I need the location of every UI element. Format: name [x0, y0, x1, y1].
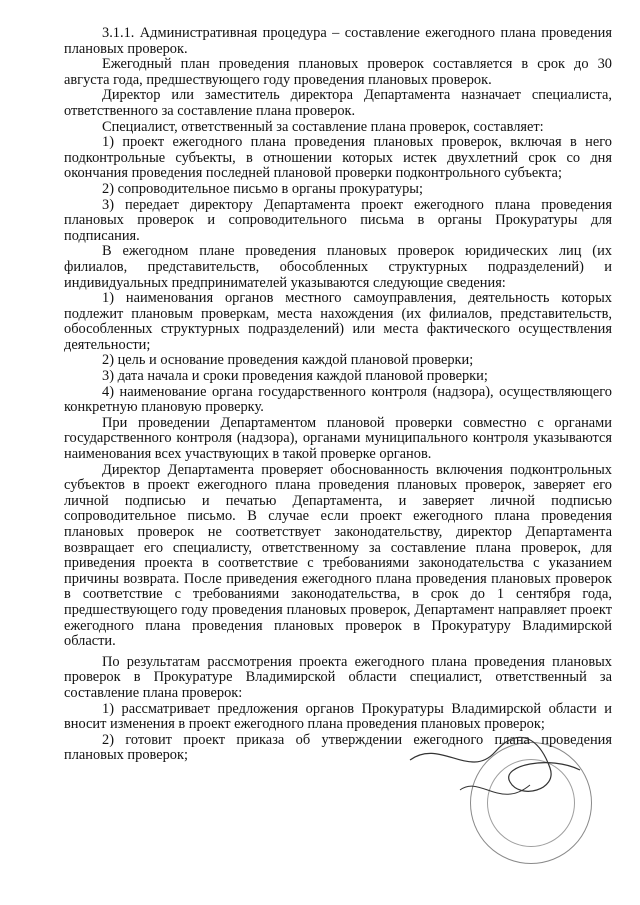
paragraph: 1) проект ежегодного плана проведения плановых проверок, включая в него подконтрольные субъекты, в отношении которых истек двухлетний срок со дня окончания проведения последней плановой проверки подконтрольного субъекта;	[64, 134, 612, 182]
paragraph: Ежегодный план проведения плановых проверок составляется в срок до 30 августа года, предшествующего году проведения плановых проверок.	[64, 56, 612, 88]
paragraph: 2) цель и основание проведения каждой плановой проверки;	[102, 352, 474, 369]
paragraph: 3.1.1. Административная процедура – составление ежегодного плана проведения плановых проверок.	[64, 25, 612, 57]
document-body	[64, 26, 612, 764]
paragraph: Директор Департамента проверяет обоснованность включения подконтрольных субъектов в проект ежегодного плана проведения плановых проверок, заверяет его личной подписью и печатью Департамента, и заверяет личной подписью сопроводительное письмо. В случае если проект ежегодного плана проведения плановых проверок не соответствует законодательству, директор Департамента возвращает его специалисту, ответственному за составление плана проверок, для приведения проекта в соответствие с требованиями законодательства с указанием причины возврата. После приведения ежегодного плана проведения плановых проверок в соответствие с требованиями законодательства, в срок до 1 сентября года, предшествующего году проведения плановых проверок, Департамент направляет проект ежегодного плана проведения плановых проверок в Прокуратуру Владимирской области.	[64, 461, 612, 650]
paragraph: 3) передает директору Департамента проект ежегодного плана проведения плановых проверок и сопроводительного письма в органы Прокуратуры для подписания.	[64, 196, 612, 244]
paragraph: 2) сопроводительное письмо в органы прокуратуры;	[102, 180, 423, 197]
paragraph: 1) наименования органов местного самоуправления, деятельность которых подлежит плановым проверкам, места нахождения (их филиалов, представительств, обособленных структурных подразделений) или места фактического осуществления деятельности;	[64, 290, 612, 353]
paragraph: 1) рассматривает предложения органов Прокуратуры Владимирской области и вносит изменения в проект ежегодного плана проведения плановых проверок;	[64, 700, 612, 733]
paragraph: При проведении Департаментом плановой проверки совместно с органами государственного контроля (надзора), органами муниципального контроля указываются наименования всех участвующих в такой проверке органов.	[64, 414, 612, 463]
paragraph: 3) дата начала и сроки проведения каждой плановой проверки;	[102, 368, 488, 385]
paragraph: Специалист, ответственный за составление плана проверок, составляет:	[102, 118, 544, 135]
paragraph: 2) готовит проект приказа об утверждении ежегодного плана проведения плановых проверок;	[64, 731, 612, 764]
handwritten-signature	[400, 730, 590, 830]
paragraph: 4) наименование органа государственного контроля (надзора), осуществляющего конкретную плановую проверку.	[64, 383, 612, 416]
paragraph: Директор или заместитель директора Департамента назначает специалиста, ответственного за составление плана проверок.	[64, 87, 612, 119]
paragraph: По результатам рассмотрения проекта ежегодного плана проведения плановых проверок в Прокуратуре Владимирской области специалист, ответственный за составление плана проверок:	[64, 653, 612, 701]
paragraph: В ежегодном плане проведения плановых проверок юридических лиц (их филиалов, представительств, обособленных структурных подразделений) и индивидуальных предпринимателей указываются следующие сведения:	[64, 243, 612, 291]
